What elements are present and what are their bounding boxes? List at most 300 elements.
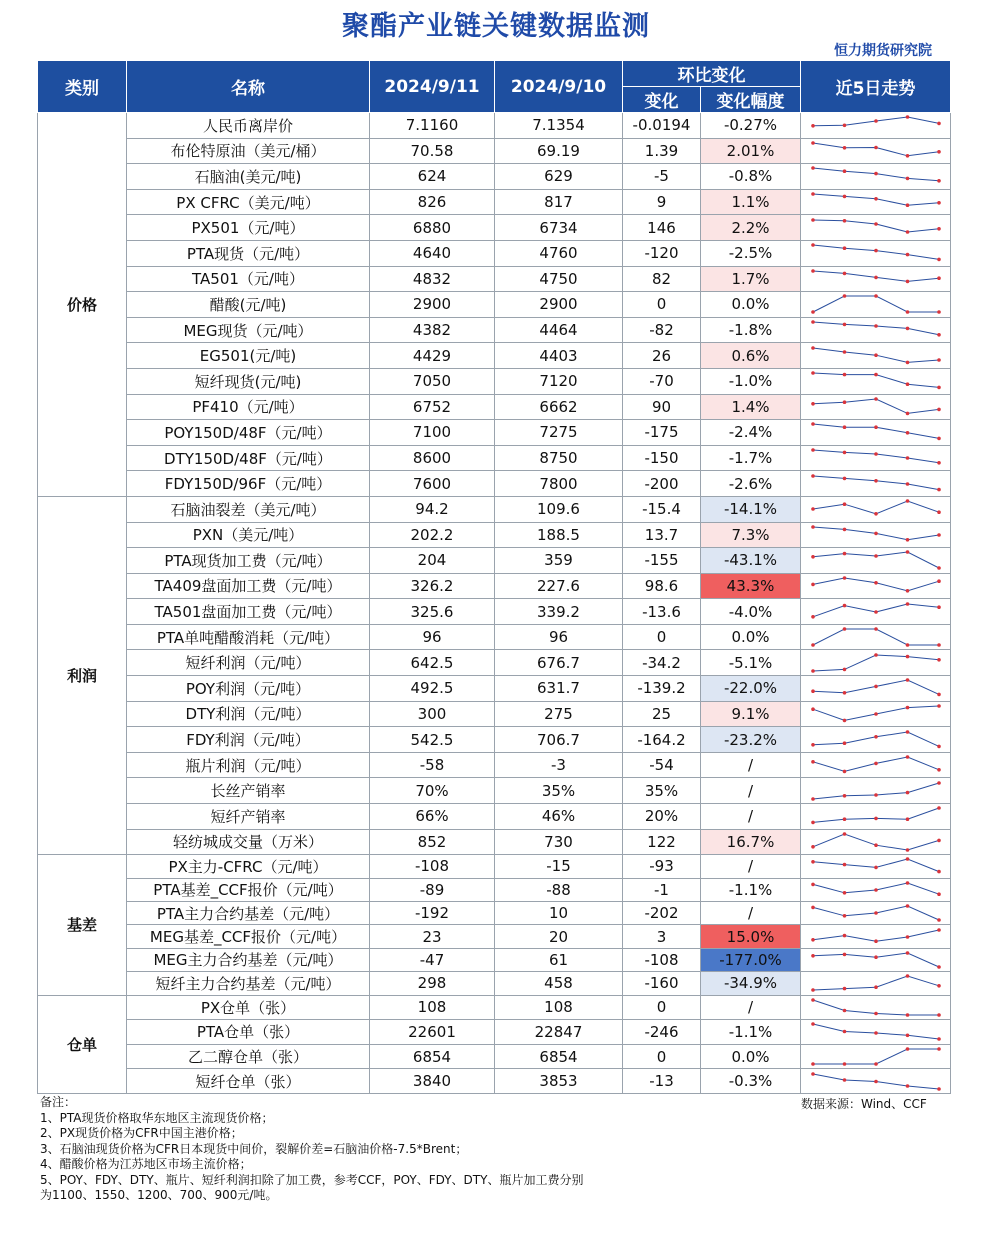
sparkline-chart	[801, 548, 951, 572]
table-row	[38, 804, 951, 830]
name-cell: 乙二醇仓单（张）	[127, 1044, 370, 1069]
date2-value: 4760	[495, 240, 623, 266]
date2-value: -88	[495, 878, 623, 901]
data-table	[37, 60, 951, 1094]
date2-value: 676.7	[495, 650, 623, 676]
sparkline-point	[874, 452, 878, 456]
sparkline-point	[874, 479, 878, 483]
sparkline-point	[874, 1012, 878, 1016]
header-change-group: 环比变化	[623, 61, 801, 87]
category-cell: 基差	[38, 855, 127, 995]
sparkline-point	[874, 762, 878, 766]
sparkline-point	[874, 1062, 878, 1066]
change-value: -70	[623, 368, 701, 394]
name-cell: PTA单吨醋酸消耗（元/吨）	[127, 624, 370, 650]
sparkline-point	[874, 426, 878, 430]
date1-value: 6880	[370, 215, 495, 241]
name-cell: TA501盘面加工费（元/吨）	[127, 599, 370, 625]
name-cell: 石脑油(美元/吨)	[127, 164, 370, 190]
change-value: -246	[623, 1020, 701, 1045]
sparkline-point	[937, 658, 941, 662]
date2-value: 61	[495, 948, 623, 971]
date2-value: 20	[495, 925, 623, 948]
date1-value: 826	[370, 189, 495, 215]
trend-sparkline	[801, 878, 951, 901]
change-pct-value: -2.5%	[701, 240, 801, 266]
sparkline-point	[811, 690, 815, 694]
name-cell: EG501(元/吨)	[127, 343, 370, 369]
sparkline-point	[937, 258, 941, 262]
change-value: -54	[623, 752, 701, 778]
name-cell: TA409盘面加工费（元/吨）	[127, 573, 370, 599]
date1-value: 492.5	[370, 676, 495, 702]
sparkline-point	[811, 474, 815, 478]
sparkline-point	[874, 911, 878, 915]
sparkline-point	[843, 426, 847, 430]
trend-sparkline	[801, 829, 951, 855]
trend-sparkline	[801, 471, 951, 497]
trend-sparkline	[801, 266, 951, 292]
sparkline-point	[874, 172, 878, 176]
sparkline-point	[874, 512, 878, 516]
sparkline-point	[906, 881, 910, 885]
trend-sparkline	[801, 701, 951, 727]
change-value: 13.7	[623, 522, 701, 548]
sparkline-point	[843, 476, 847, 480]
change-value: -1	[623, 878, 701, 901]
sparkline-point	[843, 323, 847, 327]
sparkline-point	[906, 791, 910, 795]
trend-sparkline	[801, 995, 951, 1020]
name-cell: PXN（美元/吨）	[127, 522, 370, 548]
sparkline-point	[811, 167, 815, 171]
sparkline-chart	[801, 1020, 951, 1043]
date1-value: 325.6	[370, 599, 495, 625]
sparkline-point	[937, 768, 941, 772]
table-row	[38, 878, 951, 901]
change-value: -93	[623, 855, 701, 878]
sparkline-point	[937, 311, 941, 315]
trend-sparkline	[801, 164, 951, 190]
date2-value: 8750	[495, 445, 623, 471]
trend-sparkline	[801, 727, 951, 753]
date2-value: 2900	[495, 292, 623, 318]
name-cell: PX仓单（张）	[127, 995, 370, 1020]
change-pct-value: -22.0%	[701, 676, 801, 702]
name-cell: 轻纺城成交量（万米）	[127, 829, 370, 855]
sparkline-point	[874, 1079, 878, 1083]
sparkline-point	[906, 904, 910, 908]
date1-value: -58	[370, 752, 495, 778]
trend-sparkline	[801, 599, 951, 625]
change-value: -175	[623, 420, 701, 446]
sparkline-point	[937, 437, 941, 441]
sparkline-point	[811, 346, 815, 350]
trend-sparkline	[801, 855, 951, 878]
table-row	[38, 925, 951, 948]
sparkline-point	[937, 150, 941, 154]
date2-value: 275	[495, 701, 623, 727]
trend-sparkline	[801, 573, 951, 599]
name-cell: FDY150D/96F（元/吨）	[127, 471, 370, 497]
sparkline-chart	[801, 830, 951, 854]
note-line: 2、PX现货价格为CFR中国主港价格；	[40, 1126, 243, 1140]
table-row	[38, 676, 951, 702]
change-pct-value: -2.6%	[701, 471, 801, 497]
sparkline-point	[843, 818, 847, 822]
sparkline-point	[874, 610, 878, 614]
trend-sparkline	[801, 368, 951, 394]
sparkline-point	[843, 295, 847, 299]
change-pct-value: -1.0%	[701, 368, 801, 394]
sparkline-point	[937, 704, 941, 708]
sparkline-point	[906, 848, 910, 852]
sparkline-point	[874, 888, 878, 892]
sparkline-point	[811, 402, 815, 406]
date2-value: 631.7	[495, 676, 623, 702]
sparkline-point	[843, 576, 847, 580]
header-change: 变化	[623, 87, 701, 113]
sparkline-point	[937, 276, 941, 280]
sparkline-point	[874, 843, 878, 847]
sparkline-point	[874, 146, 878, 150]
name-cell: PTA现货（元/吨）	[127, 240, 370, 266]
sparkline-point	[906, 203, 910, 207]
name-cell: 短纤利润（元/吨）	[127, 650, 370, 676]
trend-sparkline	[801, 317, 951, 343]
table-row	[38, 778, 951, 804]
trend-sparkline	[801, 1044, 951, 1069]
sparkline-point	[843, 987, 847, 991]
sparkline-point	[811, 555, 815, 559]
sparkline-point	[937, 870, 941, 874]
table-row	[38, 1044, 951, 1069]
change-value: 0	[623, 624, 701, 650]
sparkline-point	[874, 119, 878, 123]
table-row	[38, 292, 951, 318]
note-line: 为1100、1550、1200、700、900元/吨。	[40, 1188, 278, 1202]
date2-value: -3	[495, 752, 623, 778]
sparkline-point	[811, 860, 815, 864]
date2-value: 109.6	[495, 496, 623, 522]
change-value: -155	[623, 548, 701, 574]
date1-value: 326.2	[370, 573, 495, 599]
sparkline-point	[937, 1087, 941, 1091]
sparkline-point	[811, 448, 815, 452]
sparkline-chart	[801, 1070, 951, 1093]
sparkline-chart	[801, 420, 951, 444]
date1-value: 642.5	[370, 650, 495, 676]
table-row	[38, 215, 951, 241]
sparkline-point	[937, 461, 941, 465]
date2-value: 4464	[495, 317, 623, 343]
sparkline-point	[811, 1072, 815, 1076]
trend-sparkline	[801, 420, 951, 446]
sparkline-chart	[801, 879, 951, 901]
name-cell: 布伦特原油（美元/桶）	[127, 138, 370, 164]
sparkline-point	[906, 1084, 910, 1088]
sparkline-point	[874, 627, 878, 631]
sparkline-chart	[801, 139, 951, 163]
sparkline-point	[874, 685, 878, 689]
table-row	[38, 727, 951, 753]
sparkline-point	[811, 583, 815, 587]
header-change-pct: 变化幅度	[701, 87, 801, 113]
table-row	[38, 902, 951, 925]
table-row	[38, 164, 951, 190]
trend-sparkline	[801, 394, 951, 420]
change-value: -5	[623, 164, 701, 190]
change-value: 98.6	[623, 573, 701, 599]
sparkline-point	[937, 693, 941, 697]
note-line: 备注：	[40, 1095, 77, 1109]
sparkline-point	[906, 482, 910, 486]
sparkline-point	[874, 1032, 878, 1036]
sparkline-point	[874, 324, 878, 328]
table-row	[38, 1069, 951, 1094]
table-row	[38, 343, 951, 369]
sparkline-chart	[801, 926, 951, 948]
table-row	[38, 855, 951, 878]
table-row	[38, 829, 951, 855]
sparkline-point	[874, 793, 878, 797]
change-value: 9	[623, 189, 701, 215]
sparkline-point	[906, 1013, 910, 1017]
sparkline-point	[843, 914, 847, 918]
change-value: -82	[623, 317, 701, 343]
change-value: -15.4	[623, 496, 701, 522]
name-cell: PF410（元/吨）	[127, 394, 370, 420]
table-row	[38, 995, 951, 1020]
sparkline-chart	[801, 267, 951, 291]
date1-value: 300	[370, 701, 495, 727]
change-value: 0	[623, 995, 701, 1020]
sparkline-line	[813, 220, 939, 232]
category-cell: 利润	[38, 496, 127, 854]
trend-sparkline	[801, 113, 951, 139]
sparkline-point	[843, 195, 847, 199]
table-row	[38, 1020, 951, 1045]
date1-value: 298	[370, 972, 495, 995]
sparkline-point	[811, 821, 815, 825]
change-pct-value: 7.3%	[701, 522, 801, 548]
header-date1: 2024/9/11	[370, 61, 495, 113]
sparkline-point	[811, 141, 815, 145]
sparkline-point	[937, 179, 941, 183]
sparkline-point	[843, 933, 847, 937]
sparkline-chart	[801, 972, 951, 994]
sparkline-point	[937, 984, 941, 988]
table-row	[38, 113, 951, 139]
sparkline-point	[843, 741, 847, 745]
sparkline-point	[906, 602, 910, 606]
sparkline-point	[937, 1038, 941, 1042]
sparkline-point	[937, 1013, 941, 1017]
date2-value: 69.19	[495, 138, 623, 164]
sparkline-point	[906, 115, 910, 119]
date1-value: 4382	[370, 317, 495, 343]
trend-sparkline	[801, 925, 951, 948]
date2-value: 10	[495, 902, 623, 925]
sparkline-point	[843, 1078, 847, 1082]
sparkline-point	[811, 938, 815, 942]
name-cell: PTA基差_CCF报价（元/吨）	[127, 878, 370, 901]
name-cell: 长丝产销率	[127, 778, 370, 804]
sparkline-point	[874, 531, 878, 535]
date2-value: 706.7	[495, 727, 623, 753]
sparkline-point	[906, 643, 910, 647]
sparkline-point	[843, 719, 847, 723]
sparkline-point	[874, 373, 878, 377]
change-pct-value: /	[701, 752, 801, 778]
sparkline-point	[906, 755, 910, 759]
note-line: 3、石脑油现货价格为CFR日本现货中间价，裂解价差=石脑油价格-7.5*Brent；	[40, 1141, 468, 1156]
sparkline-chart	[801, 600, 951, 624]
sparkline-chart	[801, 216, 951, 240]
sparkline-point	[874, 939, 878, 943]
trend-sparkline	[801, 215, 951, 241]
sparkline-point	[811, 192, 815, 196]
name-cell: 人民币离岸价	[127, 113, 370, 139]
sparkline-point	[843, 373, 847, 377]
sparkline-point	[811, 1023, 815, 1027]
date1-value: 22601	[370, 1020, 495, 1045]
trend-sparkline	[801, 496, 951, 522]
sparkline-point	[843, 603, 847, 607]
sparkline-chart	[801, 523, 951, 547]
change-pct-value: 1.4%	[701, 394, 801, 420]
change-value: 35%	[623, 778, 701, 804]
sparkline-point	[811, 371, 815, 375]
trend-sparkline	[801, 240, 951, 266]
sparkline-point	[906, 538, 910, 542]
sparkline-line	[813, 476, 939, 490]
sparkline-point	[874, 955, 878, 959]
sparkline-point	[874, 555, 878, 559]
sparkline-point	[843, 891, 847, 895]
sparkline-line	[813, 399, 939, 413]
name-cell: POY150D/48F（元/吨）	[127, 420, 370, 446]
name-cell: 短纤产销率	[127, 804, 370, 830]
sparkline-chart	[801, 497, 951, 521]
date1-value: 7100	[370, 420, 495, 446]
sparkline-point	[811, 507, 815, 511]
trend-sparkline	[801, 138, 951, 164]
change-value: -164.2	[623, 727, 701, 753]
change-value: -160	[623, 972, 701, 995]
sparkline-point	[874, 817, 878, 821]
date2-value: 7.1354	[495, 113, 623, 139]
change-pct-value: 2.2%	[701, 215, 801, 241]
date2-value: 227.6	[495, 573, 623, 599]
change-value: -200	[623, 471, 701, 497]
change-pct-value: -2.4%	[701, 420, 801, 446]
trend-sparkline	[801, 624, 951, 650]
table-row	[38, 445, 951, 471]
date2-value: -15	[495, 855, 623, 878]
table-row	[38, 471, 951, 497]
change-value: -150	[623, 445, 701, 471]
sparkline-point	[906, 383, 910, 387]
sparkline-point	[843, 1009, 847, 1013]
notes	[40, 1095, 583, 1204]
trend-sparkline	[801, 343, 951, 369]
page-title: 聚酯产业链关键数据监测	[342, 11, 650, 42]
date1-value: 202.2	[370, 522, 495, 548]
sparkline-point	[843, 953, 847, 957]
change-pct-value: -0.8%	[701, 164, 801, 190]
trend-sparkline	[801, 804, 951, 830]
sparkline-point	[906, 730, 910, 734]
date1-value: -47	[370, 948, 495, 971]
date1-value: 7.1160	[370, 113, 495, 139]
change-value: 20%	[623, 804, 701, 830]
name-cell: 石脑油裂差（美元/吨）	[127, 496, 370, 522]
sparkline-line	[813, 953, 939, 967]
sparkline-point	[906, 818, 910, 822]
sparkline-chart	[801, 676, 951, 700]
sparkline-point	[843, 124, 847, 128]
date2-value: 188.5	[495, 522, 623, 548]
sparkline-point	[906, 499, 910, 503]
note-line: 5、POY、FDY、DTY、瓶片、短纤利润扣除了加工费，参考CCF，POY、FDY、DTY、瓶片加工费分别	[40, 1172, 584, 1187]
sparkline-point	[906, 411, 910, 415]
sparkline-point	[811, 906, 815, 910]
sparkline-chart	[801, 902, 951, 924]
date2-value: 458	[495, 972, 623, 995]
header-name: 名称	[127, 61, 370, 113]
data-source: 数据来源：Wind、CCF	[801, 1097, 927, 1111]
change-value: 122	[623, 829, 701, 855]
date1-value: 4640	[370, 240, 495, 266]
table-row	[38, 599, 951, 625]
sparkline-point	[937, 511, 941, 515]
trend-sparkline	[801, 676, 951, 702]
sparkline-line	[813, 808, 939, 822]
sparkline-chart	[801, 804, 951, 828]
change-pct-value: /	[701, 902, 801, 925]
sparkline-chart	[801, 241, 951, 265]
name-cell: 短纤仓单（张）	[127, 1069, 370, 1094]
sparkline-line	[813, 322, 939, 335]
sparkline-chart	[801, 344, 951, 368]
sparkline-point	[937, 567, 941, 571]
change-value: -108	[623, 948, 701, 971]
trend-sparkline	[801, 548, 951, 574]
table-row	[38, 266, 951, 292]
change-value: -202	[623, 902, 701, 925]
sparkline-point	[906, 311, 910, 315]
change-pct-value: 1.7%	[701, 266, 801, 292]
sparkline-point	[811, 124, 815, 128]
date2-value: 22847	[495, 1020, 623, 1045]
sparkline-point	[906, 154, 910, 158]
date1-value: 4429	[370, 343, 495, 369]
sparkline-point	[906, 975, 910, 979]
sparkline-line	[813, 501, 939, 514]
sparkline-point	[843, 503, 847, 507]
table-row	[38, 624, 951, 650]
sparkline-point	[811, 525, 815, 529]
date1-value: -89	[370, 878, 495, 901]
sparkline-point	[811, 669, 815, 673]
name-cell: PTA现货加工费（元/吨）	[127, 548, 370, 574]
sparkline-point	[906, 951, 910, 955]
note-line: 4、醋酸价格为江苏地区市场主流价格；	[40, 1157, 252, 1171]
trend-sparkline	[801, 650, 951, 676]
sparkline-point	[937, 839, 941, 843]
change-pct-value: -4.0%	[701, 599, 801, 625]
